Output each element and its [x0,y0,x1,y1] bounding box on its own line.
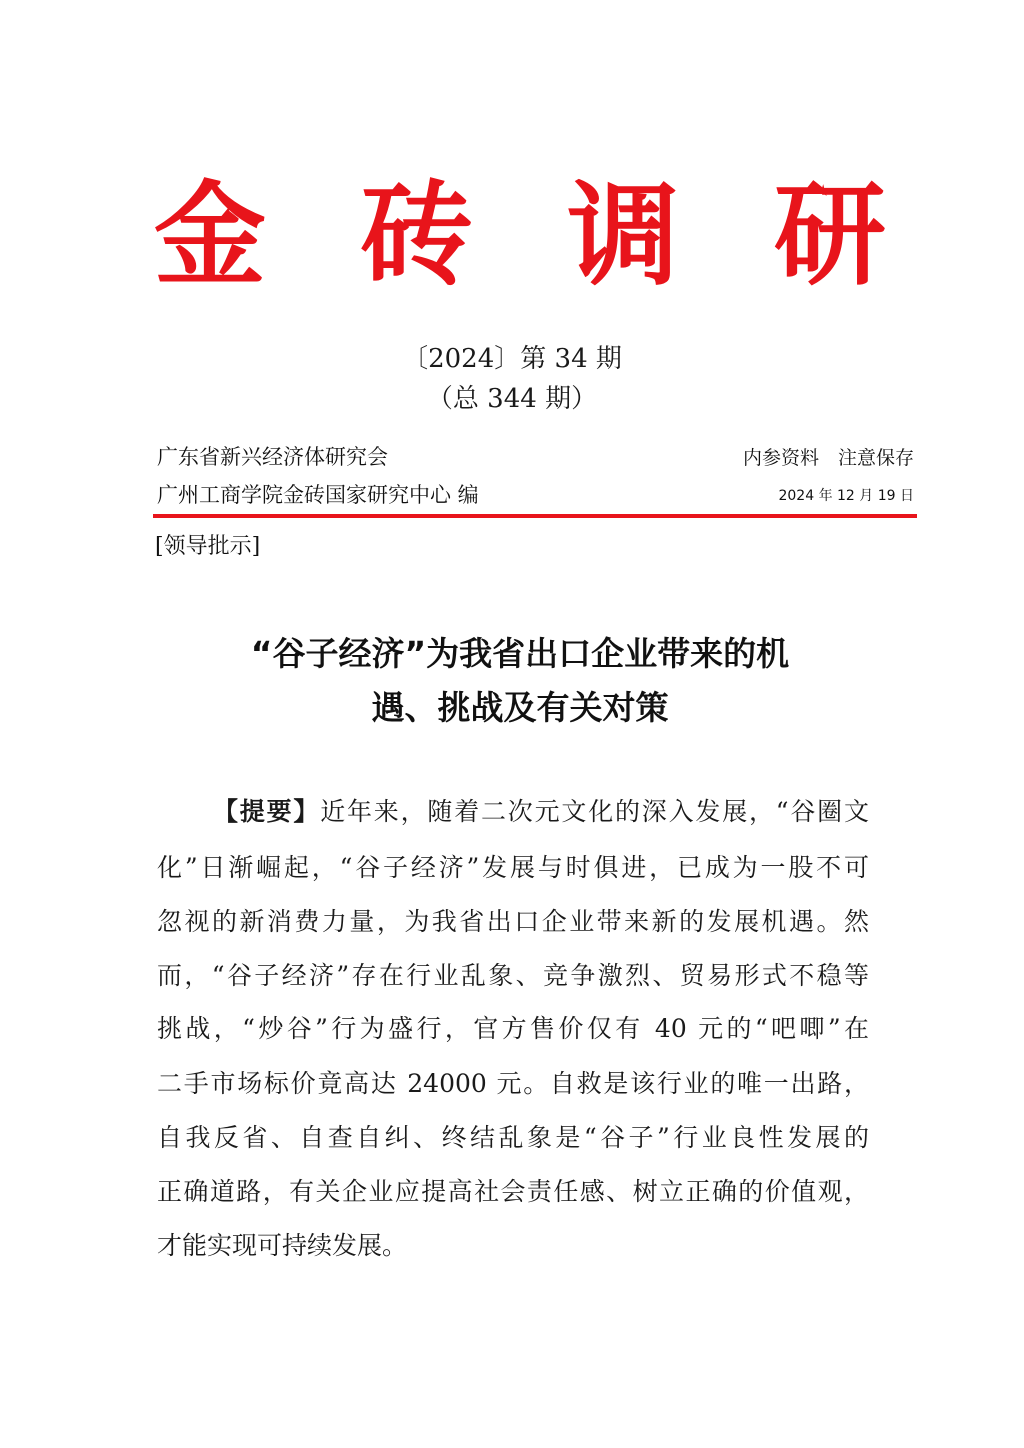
abstract-line-2: 化”日渐崛起，“谷子经济”发展与时俱进，已成为一股不可 [157,853,869,882]
issue-total-number: （总 344 期） [426,384,598,414]
category-label: [领导批示] [155,534,261,559]
issue-number: 〔2024〕第 34 期 [402,344,622,374]
abstract-line-9: 才能实现可持续发展。 [157,1231,408,1260]
masthead-char-2: 砖 [360,171,473,301]
abstract-label: 【提要】 [213,797,321,826]
classification-note: 内参资料 注意保存 [742,447,914,469]
masthead-char-1: 金 [154,171,266,301]
abstract-line-5: 挑战，“炒谷”行为盛行，官方售价仅有 40 元的“吧唧”在 [157,1014,869,1043]
abstract-text-1: 近年来，随着二次元文化的深入发展，“谷圈文 [320,797,869,826]
headline-line-2: 遇、挑战及有关对策 [371,688,669,727]
publisher-org-1: 广东省新兴经济体研究会 [157,445,388,469]
abstract-line-4: 而，“谷子经济”存在行业乱象、竞争激烈、贸易形式不稳等 [157,961,869,990]
masthead-title [150,171,890,301]
headline-line-1: “谷子经济”为我省出口企业带来的机 [250,634,790,673]
abstract-line-7: 自我反省、自查自纠、终结乱象是“谷子”行业良性发展的 [157,1123,869,1152]
publisher-org-2: 广州工商学院金砖国家研究中心 编 [157,483,479,507]
masthead-char-3: 调 [567,171,680,301]
publish-date: 2024 年 12 月 19 日 [778,488,914,504]
header-divider [153,514,917,518]
abstract-line-1 [157,794,869,830]
abstract-line-6: 二手市场标价竟高达 24000 元。自救是该行业的唯一出路， [157,1069,869,1098]
abstract-line-3: 忽视的新消费力量，为我省出口企业带来新的发展机遇。然 [157,907,869,936]
abstract-line-8: 正确道路，有关企业应提高社会责任感、树立正确的价值观， [157,1177,869,1206]
masthead-char-4: 研 [773,171,886,301]
